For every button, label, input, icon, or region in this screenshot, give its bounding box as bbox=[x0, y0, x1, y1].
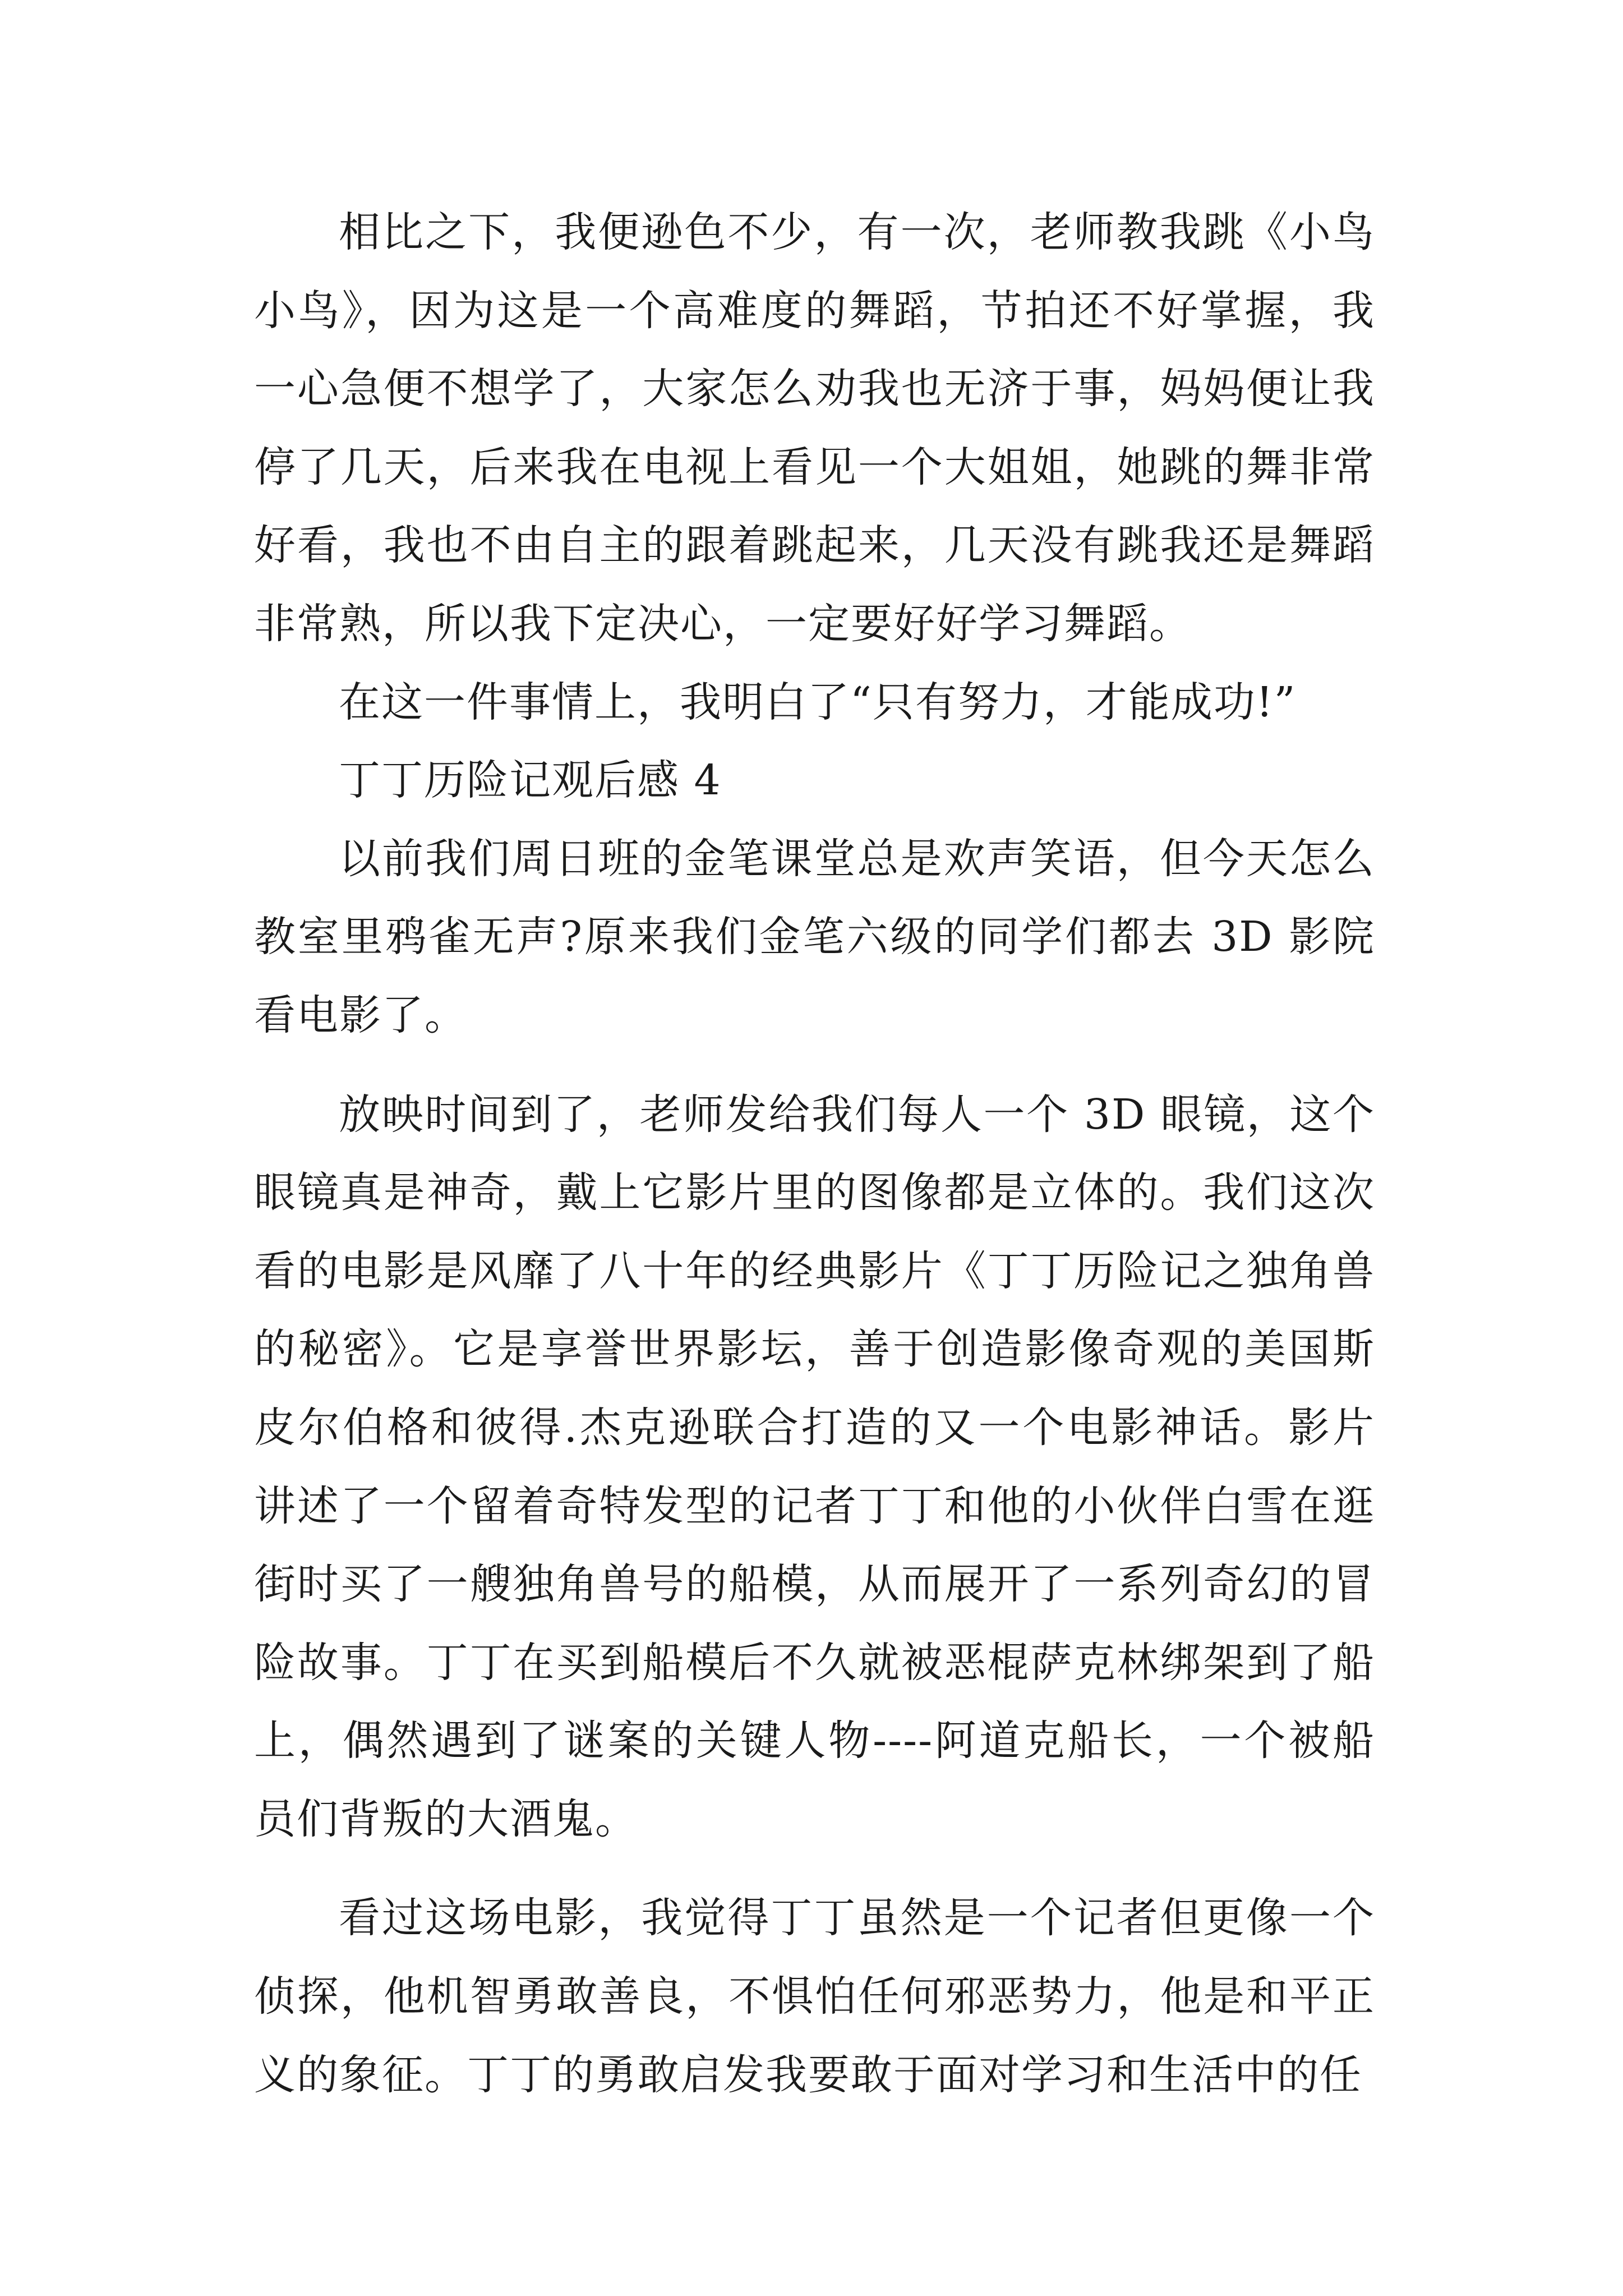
paragraph-dance-story: 相比之下，我便逊色不少，有一次，老师教我跳《小鸟小鸟》，因为这是一个高难度的舞蹈，节拍还不好掌握，我一心急便不想学了，大家怎么劝我也无济于事，妈妈便让我停了几天，后来我在电视上看见一个大姐姐，她跳的舞非常好看，我也不由自主的跟着跳起来，几天没有跳我还是舞蹈非常熟，所以我下定决心，一定要好好学习舞蹈。 bbox=[254, 208, 1375, 648]
paragraph-reflection: 看过这场电影，我觉得丁丁虽然是一个记者但更像一个侦探，他机智勇敢善良，不惧怕任何邪恶势力，他是和平正义的象征。丁丁的勇敢启发我要敢于面对学习和生活中的任 bbox=[254, 1894, 1375, 2099]
paragraph-conclusion: 在这一件事情上，我明白了“只有努力，才能成功!” bbox=[339, 678, 1297, 726]
section-title: 丁丁历险记观后感 4 bbox=[339, 756, 722, 805]
paragraph-intro: 以前我们周日班的金笔课堂总是欢声笑语，但今天怎么教室里鸦雀无声?原来我们金笔六级的同学们都去 3D 影院看电影了。 bbox=[254, 834, 1375, 1039]
document-body bbox=[254, 194, 1375, 2114]
paragraph-movie-summary: 放映时间到了，老师发给我们每人一个 3D 眼镜，这个眼镜真是神奇，戴上它影片里的图像都是立体的。我们这次看的电影是风靡了八十年的经典影片《丁丁历险记之独角兽的秘密》。它是享誉世界影坛，善于创造影像奇观的美国斯皮尔伯格和彼得.杰克逊联合打造的又一个电影神话。影片讲述了一个留着奇特发型的记者丁丁和他的小伙伴白雪在逛街时买了一艘独角兽号的船模，从而展开了一系列奇幻的冒险故事。丁丁在买到船模后不久就被恶棍萨克林绑架到了船上，偶然遇到了谜案的关键人物----阿道克船长，一个被船员们背叛的大酒鬼。 bbox=[254, 1090, 1375, 1843]
